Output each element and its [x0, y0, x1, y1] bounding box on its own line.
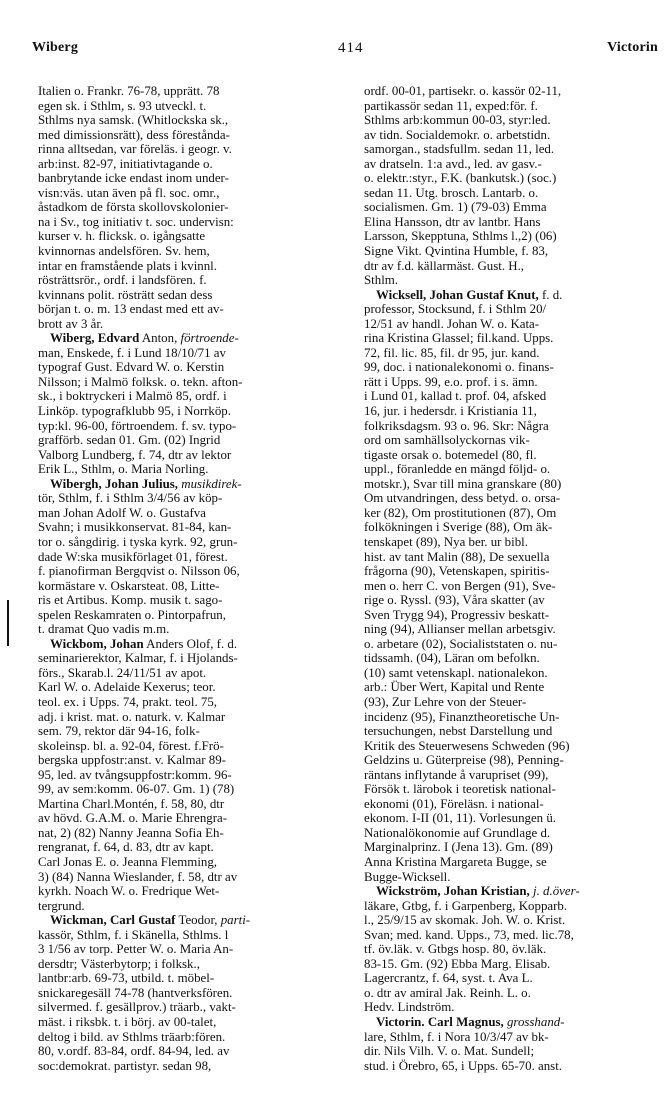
text-line: rösträttsrör., ordf. i landsfören. f.: [38, 273, 207, 288]
running-head-right: Victorin: [607, 40, 658, 55]
entry-heading-line: [38, 637, 336, 652]
text-line: kvinnornas andelsfören. Sv. hem,: [38, 244, 210, 259]
entry-heading-line: [38, 913, 336, 928]
entry-heading-line: [38, 331, 336, 346]
text-line: av hövd. G.A.M. o. Marie Ehrengra-: [38, 811, 228, 826]
text-line: 80, v.ordf. 83-84, ordf. 84-94, led. av: [38, 1044, 230, 1059]
text-line: sedan 11. Utg. brosch. Lantarb. o.: [364, 185, 539, 200]
text-line: 3) (84) Nanna Wieslander, f. 58, dtr av: [38, 869, 238, 884]
entry-heading-rest: f. d.: [538, 287, 563, 302]
text-line: tör, Sthlm, f. i Sthlm 3/4/56 av köp-: [38, 491, 223, 506]
text-line: Carl Jonas E. o. Jeanna Flemming,: [38, 854, 218, 869]
text-line: Om utvandringen, dess betyd. o. orsa-: [364, 491, 561, 506]
text-line: rengranat, f. 64, d. 83, dtr av kapt.: [38, 840, 214, 855]
text-line: rätt i Upps. 99, e.o. prof. i s. ämn.: [364, 374, 538, 389]
entry-surname: Wickbom,: [50, 636, 107, 651]
text-line: men o. herr C. von Bergen (91), Sve-: [364, 578, 556, 593]
biography-entry: [364, 884, 662, 1015]
text-line: 3 1/56 av torp. Petter W. o. Maria An-: [38, 942, 234, 957]
text-line: tidssamh. (04), Läran om befolkn.: [364, 651, 540, 666]
text-line: början t. o. m. 13 endast med ett av-: [38, 302, 224, 317]
text-line: förs., Skarab.l. 24/11/51 av apot.: [38, 665, 207, 680]
biography-entry: [38, 84, 336, 331]
text-line: partikassör sedan 11, exped:för. f.: [364, 98, 538, 113]
text-line: Nilsson; i Malmö folksk. o. tekn. afton-: [38, 374, 243, 389]
text-line: o. dtr av amiral Jak. Reinh. L. o.: [364, 985, 531, 1000]
entry-occupation: parti-: [220, 913, 251, 928]
text-line: seminarierektor, Kalmar, f. i Hjolands-: [38, 651, 238, 666]
entry-surname: Wickström,: [376, 884, 441, 899]
entry-heading-line: [364, 884, 662, 899]
entry-surname: Wibergh,: [50, 476, 102, 491]
text-line: Sthlms arb:kommun 00-03, styr:led.: [364, 113, 551, 128]
text-line: egen sk. i Sthlm, s. 93 utveckl. t.: [38, 98, 207, 113]
text-line: grafförb. sedan 01. Gm. (02) Ingrid: [38, 433, 221, 448]
text-line: av dratseln. 1:a avd., led. av gasv.-: [364, 156, 542, 171]
text-line: soc:demokrat. partistyr. sedan 98,: [38, 1058, 212, 1073]
text-line: frågorna (90), Vetenskapen, spiritis-: [364, 564, 550, 579]
biography-entry: [364, 1015, 662, 1073]
text-line: Valborg Lundberg, f. 74, dtr av lektor: [38, 447, 232, 462]
entry-given-name: Carl Gustaf: [109, 913, 176, 928]
text-line: dersdtr; Västerbytorp; i folksk.,: [38, 956, 200, 971]
text-line: rige o. Ryssl. (93), Våra skatter (av: [364, 593, 545, 608]
biography-entry: [364, 288, 662, 884]
text-line: kormästare v. Oskarsteat. 08, Litte-: [38, 578, 220, 593]
left-column: [38, 84, 336, 1089]
text-line: arb:inst. 82-97, initiativtagande o.: [38, 156, 213, 171]
text-line: folkriksdagsm. 93 o. 96. Skr: Några: [364, 418, 549, 433]
text-line: ker (82), Om prostitutionen (87), Om: [364, 505, 557, 520]
text-line: intar en framstående plats i kvinnl.: [38, 258, 217, 273]
text-line: t. dramat Quo vadis m.m.: [38, 622, 170, 637]
entry-given-name: Johan: [109, 636, 144, 651]
entry-heading-line: [364, 1015, 662, 1030]
text-line: snickaregesäll 74-78 (hantverksfören.: [38, 985, 233, 1000]
text-line: stud. i Örebro, 65, i Upps. 65-70. anst.: [364, 1058, 562, 1073]
text-line: av tidn. Socialdemokr. o. arbetstidn.: [364, 127, 551, 142]
text-line: tergrund.: [38, 898, 85, 913]
text-line: ekonomi (01), Föreläsn. i national-: [364, 796, 544, 811]
text-line: skoleinsp. bl. a. 92-04, förest. f.Frö-: [38, 738, 224, 753]
text-line: Nationalökonomie auf Grundlage d.: [364, 825, 551, 840]
text-line: (93), Zur Lehre von der Steuer-: [364, 694, 527, 709]
text-line: deltog i bild. av Sthlms träarb:fören.: [38, 1029, 226, 1044]
page-number: 414: [338, 40, 364, 56]
text-line: motskr.), Svar till mina granskare (80): [364, 476, 562, 491]
text-line: tenskapet (89), Nya ber. ur bibl.: [364, 534, 528, 549]
text-line: o. arbetare (02), Socialiststaten o. nu-: [364, 636, 558, 651]
text-line: 95, led. av tvångsuppfostr:komm. 96-: [38, 767, 232, 782]
entry-given-name: Johan Gustaf Knut,: [429, 287, 539, 302]
text-line: ning (94), Allianser mellan arbetsgiv.: [364, 622, 556, 637]
text-line: adj. i krist. mat. o. naturk. v. Kalmar: [38, 709, 226, 724]
right-column: [364, 84, 662, 1089]
text-line: åstadkom de första skollovskolonier-: [38, 200, 229, 215]
entry-heading-rest: Anders Olof, f. d.: [143, 636, 238, 651]
text-line: socialismen. Gm. 1) (79-03) Emma: [364, 200, 547, 215]
running-head-left: Wiberg: [32, 40, 79, 55]
text-line: Larsson, Skepptuna, Sthlms l.,2) (06): [364, 229, 557, 244]
text-line: ekonom. I-II (01, 11). Vorlesungen ü.: [364, 811, 557, 826]
text-line: arb.: Über Wert, Kapital und Rente: [364, 680, 545, 695]
entry-surname: Wicksell,: [376, 287, 427, 302]
text-line: ordf. 00-01, partisekr. o. kassör 02-11,: [364, 84, 562, 98]
text-line: tersuchungen, nebst Darstellung und: [364, 724, 553, 739]
text-line: bergska uppfostr:anst. v. Kalmar 89-: [38, 753, 226, 768]
text-line: Elina Hansson, dtr av lantbr. Hans: [364, 214, 541, 229]
text-line: Signe Vikt. Qvintina Humble, f. 83,: [364, 244, 549, 259]
text-line: lare, Sthlm, f. i Nora 10/3/47 av bk-: [364, 1029, 549, 1044]
text-line: i Lund 01, kallad t. prof. 04, afsked: [364, 389, 547, 404]
text-line: Svahn; i musikkonservat. 81-84, kan-: [38, 520, 232, 535]
text-line: Linköp. typografklubb 95, i Norrköp.: [38, 404, 231, 419]
text-line: 72, fil. lic. 85, fil. dr 95, jur. kand.: [364, 345, 540, 360]
text-line: banbrytande icke endast inom under-: [38, 171, 229, 186]
text-line: spelen Reskamraten o. Pintorpafrun,: [38, 607, 226, 622]
text-columns: [38, 84, 662, 1089]
text-line: folkökningen i Sverige (88), Om äk-: [364, 520, 553, 535]
text-line: brott av 3 år.: [38, 316, 104, 331]
text-line: ris et Artibus. Komp. musik t. sago-: [38, 593, 223, 608]
biography-entry: [38, 331, 336, 476]
text-line: Försök t. lärobok i teoretisk national-: [364, 782, 556, 797]
entry-heading-rest: Teodor,: [175, 913, 221, 928]
entry-given-name: Johan Julius,: [104, 476, 179, 491]
text-line: visn:väs. utan även på fl. soc. omr.,: [38, 185, 220, 200]
text-line: dade W:ska musikförlaget 01, förest.: [38, 549, 228, 564]
text-line: silvermed. f. gesällprov.) träarb., vakt-: [38, 1000, 236, 1015]
text-line: uppl., föranledde en mängd följd- o.: [364, 462, 551, 477]
text-line: Anna Kristina Margareta Bugge, se: [364, 854, 547, 869]
text-line: Bugge-Wicksell.: [364, 869, 451, 884]
text-line: sk., i boktryckeri i Malmö 85, ordf. i: [38, 389, 227, 404]
entry-heading-rest: Anton,: [139, 331, 181, 346]
text-line: Svan; med. kand. Upps., 73, med. lic.78,: [364, 927, 574, 942]
text-line: incidenz (95), Finanztheoretische Un-: [364, 709, 560, 724]
text-line: kassör, Sthlm, f. i Skänella, Sthlms. l: [38, 927, 229, 942]
text-line: Kritik des Steuerwesens Schweden (96): [364, 738, 570, 753]
text-line: tf. öv.läk. v. Gtbgs hosp. 80, öv.läk.: [364, 942, 547, 957]
text-line: hist. av tant Malin (88), De sexuella: [364, 549, 550, 564]
text-line: tigaste orsak o. botemedel (80, fl.: [364, 447, 537, 462]
entry-given-name: Edvard: [97, 331, 140, 346]
text-line: man, Enskede, f. i Lund 18/10/71 av: [38, 345, 226, 360]
biography-entry: [364, 84, 662, 288]
text-line: mäst. i riksbk. t. i börj. av 00-talet,: [38, 1015, 217, 1029]
entry-surname: Wiberg,: [50, 331, 95, 346]
text-line: lantbr:arb. 69-73, utbild. t. möbel-: [38, 971, 215, 986]
text-line: man Johan Adolf W. o. Gustafva: [38, 505, 206, 520]
text-line: teol. ex. i Upps. 74, prakt. teol. 75,: [38, 694, 218, 709]
text-line: läkare, Gtbg, f. i Garpenberg, Kopparb.: [364, 898, 568, 913]
text-line: 99, doc. i nationalekonomi o. finans-: [364, 360, 554, 375]
entry-given-name: Carl Magnus,: [427, 1015, 504, 1029]
text-line: nat, 2) (82) Nanny Jeanna Sofia Eh-: [38, 825, 224, 840]
entry-heading-line: [38, 477, 336, 492]
text-line: f. pianofirman Bergqvist o. Nilsson 06,: [38, 564, 240, 579]
text-line: 16, jur. i hedersdr. i Kristiania 11,: [364, 404, 537, 419]
text-line: rinna alltsedan, var föreläs. i geogr. v.: [38, 142, 232, 157]
text-line: Erik L., Sthlm, o. Maria Norling.: [38, 462, 209, 477]
page-header: [32, 40, 658, 70]
text-line: Sven Trygg 94), Progressiv beskatt-: [364, 607, 550, 622]
text-line: 99, av sem:komm. 06-07. Gm. 1) (78): [38, 782, 235, 797]
text-line: dir. Nils Vilh. V. o. Mat. Sundell;: [364, 1044, 535, 1059]
text-line: 83-15. Gm. (92) Ebba Marg. Elisab.: [364, 956, 551, 971]
text-line: med dimissionsrätt), dess förestånda-: [38, 127, 230, 142]
entry-occupation: grosshand-: [506, 1015, 565, 1029]
text-line: rina Kristina Glassel; fil.kand. Upps.: [364, 331, 554, 346]
text-line: Sthlms nya samsk. (Whitlockska sk.,: [38, 113, 229, 128]
text-line: sem. 79, rektor där 94-16, folk-: [38, 724, 200, 739]
text-line: kvinnans polit. rösträtt sedan dess: [38, 287, 213, 302]
text-line: Geldzins u. Güterpreise (98), Penning-: [364, 753, 564, 768]
text-line: tor o. sångdirig. i tyska kyrk. 92, grun-: [38, 534, 238, 549]
text-line: Martina Charl.Montén, f. 58, 80, dtr: [38, 796, 225, 811]
text-line: Karl W. o. Adelaide Kexerus; teor.: [38, 680, 216, 695]
text-line: samorgan., stadsfullm. sedan 11, led.: [364, 142, 555, 157]
text-line: professor, Stocksund, f. i Sthlm 20/: [364, 302, 547, 317]
text-line: o. elektr.:styr., F.K. (bankutsk.) (soc.): [364, 171, 557, 186]
text-line: 12/51 av handl. Johan W. o. Kata-: [364, 316, 540, 331]
biography-entry: [38, 913, 336, 1073]
text-line: dtr av f.d. källarmäst. Gust. H.,: [364, 258, 525, 273]
text-line: typograf Gust. Edvard W. o. Kerstin: [38, 360, 225, 375]
text-line: Marginalprinz. I (Jena 13). Gm. (89): [364, 840, 553, 855]
text-line: typ:kl. 96-00, förtroendem. f. sv. typo-: [38, 418, 237, 433]
text-line: (10) samt vetenskapl. nationalekon.: [364, 665, 548, 680]
entry-given-name: Johan Kristian,: [443, 884, 530, 899]
margin-mark: [7, 600, 9, 646]
text-line: Hedv. Lindström.: [364, 1000, 455, 1015]
text-line: na i Sv., tog initiativ t. soc. undervisn:: [38, 214, 234, 229]
entry-occupation: musikdirek-: [181, 476, 242, 491]
entry-surname: Wickman,: [50, 913, 107, 928]
biography-entry: [38, 477, 336, 637]
text-line: räntans inflytande å varupriset (99),: [364, 767, 549, 782]
entry-heading-line: [364, 288, 662, 303]
biography-entry: [38, 637, 336, 913]
text-line: Italien o. Frankr. 76-78, upprätt. 78: [38, 84, 220, 98]
text-line: ord om samhällsolyckornas vik-: [364, 433, 530, 448]
entry-occupation: j. d.över-: [533, 884, 580, 899]
text-line: l., 25/9/15 av skomak. Joh. W. o. Krist.: [364, 913, 566, 928]
entry-surname: Victorin.: [376, 1015, 425, 1029]
text-line: kyrkh. Noach W. o. Fredrique Wet-: [38, 884, 220, 899]
text-line: Lagercrantz, f. 64, syst. t. Ava L.: [364, 971, 533, 986]
entry-occupation: förtroende-: [180, 331, 239, 346]
text-line: kurser v. h. flicksk. o. igångsatte: [38, 229, 206, 244]
text-line: Sthlm.: [364, 273, 399, 288]
